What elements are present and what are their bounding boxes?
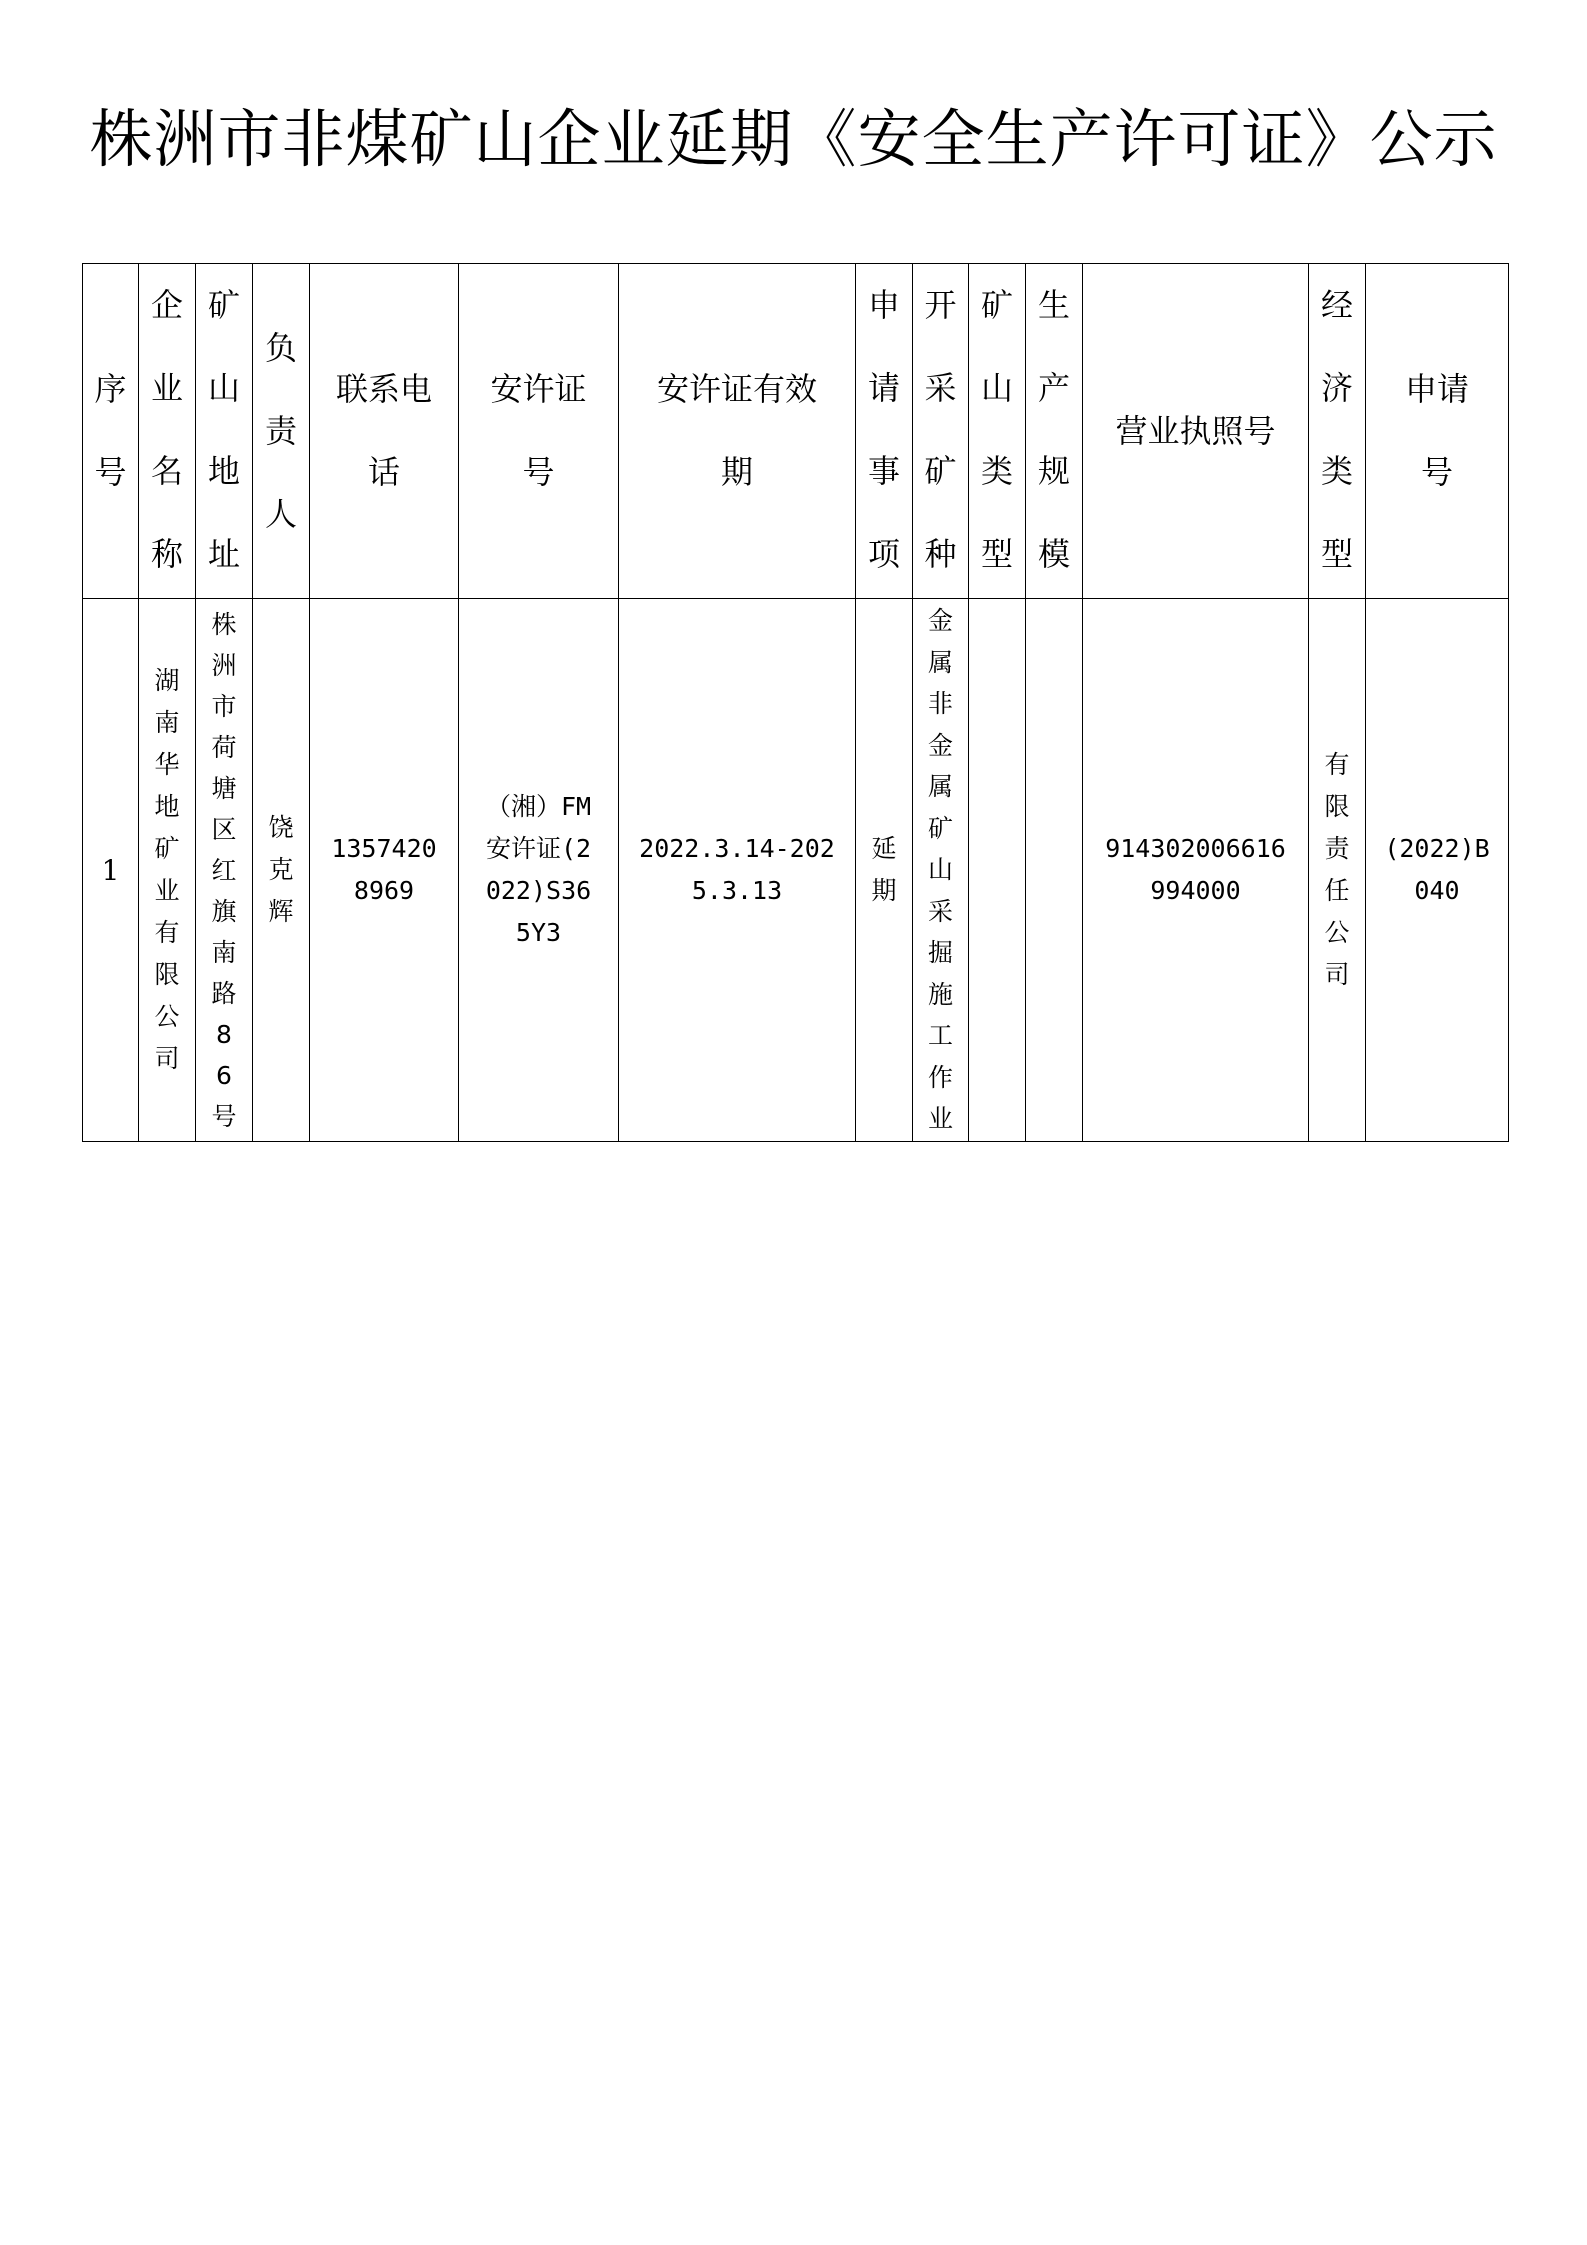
page-title: 株洲市非煤矿山企业延期《安全生产许可证》公示 xyxy=(89,103,1498,176)
cell-validity: 2022.3.14-2025.3.13 xyxy=(619,599,856,1142)
header-mine-type: 矿山类型 xyxy=(969,264,1026,599)
permit-table xyxy=(82,263,1509,1142)
cell-company: 湖南华地矿业有限公司 xyxy=(139,599,196,1142)
cell-phone: 13574208969 xyxy=(310,599,459,1142)
cell-application-no: (2022)B040 xyxy=(1366,599,1509,1142)
cell-mineral: 金属非金属矿山采掘施工作业 xyxy=(913,599,969,1142)
header-seq: 序号 xyxy=(83,264,139,599)
header-business-license: 营业执照号 xyxy=(1083,264,1309,599)
cell-person: 饶克辉 xyxy=(253,599,310,1142)
cell-scale xyxy=(1026,599,1083,1142)
cell-business-license: 914302006616994000 xyxy=(1083,599,1309,1142)
header-license-no: 安许证号 xyxy=(459,264,619,599)
cell-address: 株洲市荷塘区红旗南路86号 xyxy=(196,599,253,1142)
table-row xyxy=(83,599,1509,1142)
cell-economic-type: 有限责任公司 xyxy=(1309,599,1366,1142)
cell-mine-type xyxy=(969,599,1026,1142)
header-mineral: 开采矿种 xyxy=(913,264,969,599)
header-person: 负责人 xyxy=(253,264,310,599)
table-header-row xyxy=(83,264,1509,599)
header-economic-type: 经济类型 xyxy=(1309,264,1366,599)
header-application-no: 申请号 xyxy=(1366,264,1509,599)
header-application-item: 申请事项 xyxy=(856,264,913,599)
cell-application-item: 延期 xyxy=(856,599,913,1142)
cell-seq: 1 xyxy=(83,599,139,1142)
cell-license-no: （湘）FM安许证(2022)S365Y3 xyxy=(459,599,619,1142)
header-company: 企业名称 xyxy=(139,264,196,599)
header-phone: 联系电话 xyxy=(310,264,459,599)
header-address: 矿山地址 xyxy=(196,264,253,599)
header-validity: 安许证有效期 xyxy=(619,264,856,599)
header-scale: 生产规模 xyxy=(1026,264,1083,599)
